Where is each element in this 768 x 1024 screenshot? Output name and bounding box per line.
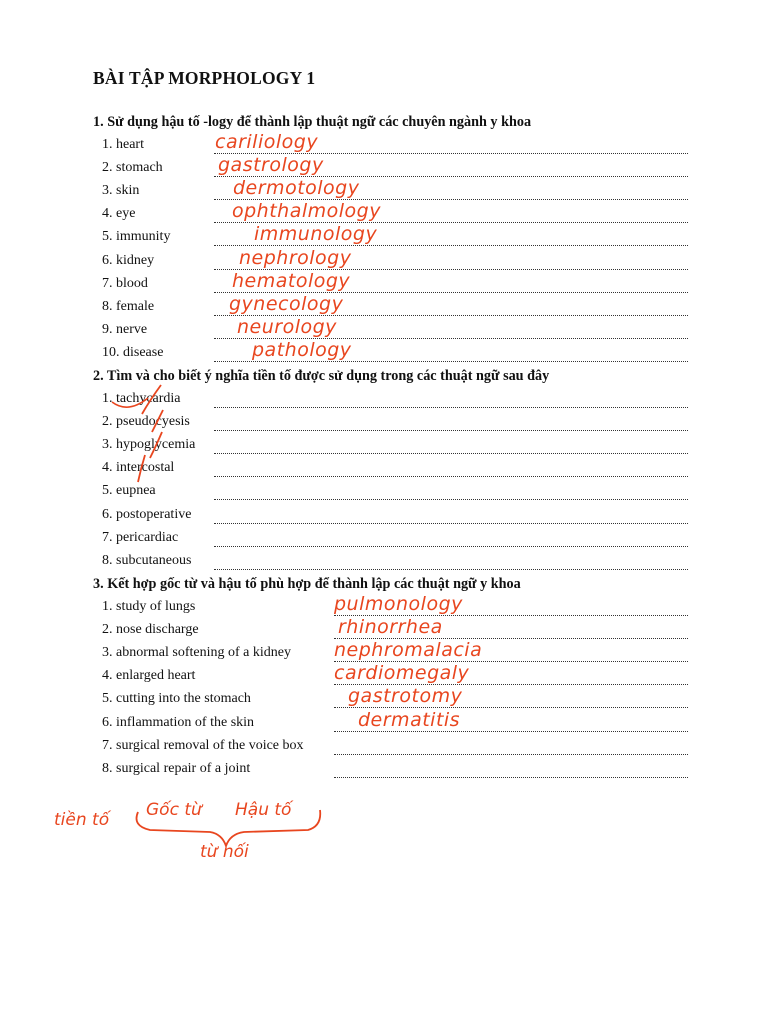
item-label: 8. female bbox=[102, 298, 155, 314]
exercise-row bbox=[102, 483, 688, 503]
item-label: 4. enlarged heart bbox=[102, 668, 196, 684]
handwritten-answer: immunology bbox=[254, 223, 378, 246]
section-1-heading: 1. Sử dụng hậu tố -logy để thành lập thuật ngữ các chuyên ngành y khoa bbox=[93, 114, 532, 130]
item-label: 5. cutting into the stomach bbox=[102, 691, 251, 707]
exercise-row bbox=[102, 391, 688, 411]
answer-line bbox=[214, 453, 688, 454]
handwritten-answer: pulmonology bbox=[334, 593, 463, 615]
item-label: 8. surgical repair of a joint bbox=[102, 760, 251, 776]
note-suffix: Hậu tố bbox=[235, 800, 292, 820]
handwritten-answer: cardiomegaly bbox=[334, 662, 470, 685]
item-label: 1. heart bbox=[102, 137, 144, 152]
page-title: BÀI TẬP MORPHOLOGY 1 bbox=[93, 68, 316, 88]
answer-line bbox=[214, 407, 688, 408]
item-label: 3. skin bbox=[102, 183, 140, 199]
exercise-row bbox=[102, 530, 688, 550]
exercise-row bbox=[102, 338, 688, 365]
item-label: 7. pericardiac bbox=[102, 529, 179, 545]
exercise-row bbox=[102, 414, 688, 434]
item-label: 2. nose discharge bbox=[102, 622, 199, 638]
handwritten-answer: hematology bbox=[232, 269, 351, 292]
note-connector: từ nối bbox=[200, 842, 249, 862]
exercise-row bbox=[102, 553, 688, 573]
note-prefix: tiền tố bbox=[54, 810, 110, 830]
exercise-row bbox=[102, 154, 688, 180]
exercise-row bbox=[102, 292, 688, 319]
item-label: 6. postoperative bbox=[102, 506, 192, 522]
handwritten-answer: nephrology bbox=[239, 246, 352, 269]
answer-line bbox=[334, 777, 688, 778]
item-label: 5. immunity bbox=[102, 229, 171, 245]
exercise-row bbox=[102, 708, 688, 735]
answer-line bbox=[214, 546, 688, 547]
answer-line bbox=[214, 499, 688, 500]
handwritten-answer: cariliology bbox=[215, 131, 319, 153]
handwritten-answer: ophthalmology bbox=[232, 200, 381, 223]
item-label: 1. study of lungs bbox=[102, 599, 196, 614]
item-label: 7. blood bbox=[102, 275, 148, 291]
handwritten-answer: neurology bbox=[237, 315, 337, 338]
exercise-row bbox=[102, 507, 688, 527]
item-label: 1. tachycardia bbox=[102, 391, 181, 406]
answer-line bbox=[214, 430, 688, 431]
item-label: 2. pseudocyesis bbox=[102, 414, 190, 430]
section-2-heading: 2. Tìm và cho biết ý nghĩa tiền tố được sử dụng trong các thuật ngữ sau đây bbox=[93, 368, 550, 384]
section-3-heading: 3. Kết hợp gốc từ và hậu tố phù hợp để thành lập các thuật ngữ y khoa bbox=[93, 576, 521, 592]
item-label: 6. kidney bbox=[102, 252, 155, 268]
exercise-row bbox=[102, 761, 688, 781]
item-label: 6. inflammation of the skin bbox=[102, 714, 255, 730]
item-label: 2. stomach bbox=[102, 160, 163, 176]
exercise-row bbox=[102, 223, 688, 249]
item-label: 4. eye bbox=[102, 206, 136, 222]
exercise-row bbox=[102, 269, 688, 296]
exercise-row bbox=[102, 246, 688, 273]
answer-line bbox=[334, 731, 688, 732]
exercise-row bbox=[102, 177, 688, 203]
item-label: 9. nerve bbox=[102, 321, 148, 337]
answer-line bbox=[214, 523, 688, 524]
item-label: 4. intercostal bbox=[102, 460, 175, 476]
handwritten-answer: gynecology bbox=[229, 292, 344, 315]
handwritten-answer: pathology bbox=[252, 338, 352, 361]
answer-line bbox=[334, 754, 688, 755]
answer-line bbox=[214, 361, 688, 362]
handwritten-answer: gastrotomy bbox=[348, 685, 463, 708]
item-label: 10. disease bbox=[102, 344, 164, 360]
item-label: 5. eupnea bbox=[102, 483, 156, 499]
exercise-row bbox=[102, 200, 688, 226]
answer-line bbox=[214, 476, 688, 477]
item-label: 7. surgical removal of the voice box bbox=[102, 737, 304, 753]
exercise-row bbox=[102, 738, 688, 758]
handwritten-answer: gastrology bbox=[218, 154, 324, 177]
note-root: Gốc từ bbox=[146, 800, 202, 820]
item-label: 3. hypoglycemia bbox=[102, 437, 196, 453]
handwritten-answer: nephromalacia bbox=[334, 639, 483, 662]
exercise-row bbox=[102, 315, 688, 342]
handwritten-answer: dermatitis bbox=[358, 708, 461, 731]
handwritten-answer: dermotology bbox=[233, 177, 360, 200]
item-label: 3. abnormal softening of a kidney bbox=[102, 645, 291, 661]
answer-line bbox=[214, 569, 688, 570]
exercise-row bbox=[102, 437, 688, 457]
item-label: 8. subcutaneous bbox=[102, 552, 192, 568]
handwritten-answer: rhinorrhea bbox=[338, 616, 443, 639]
exercise-row bbox=[102, 131, 688, 157]
exercise-row bbox=[102, 460, 688, 480]
